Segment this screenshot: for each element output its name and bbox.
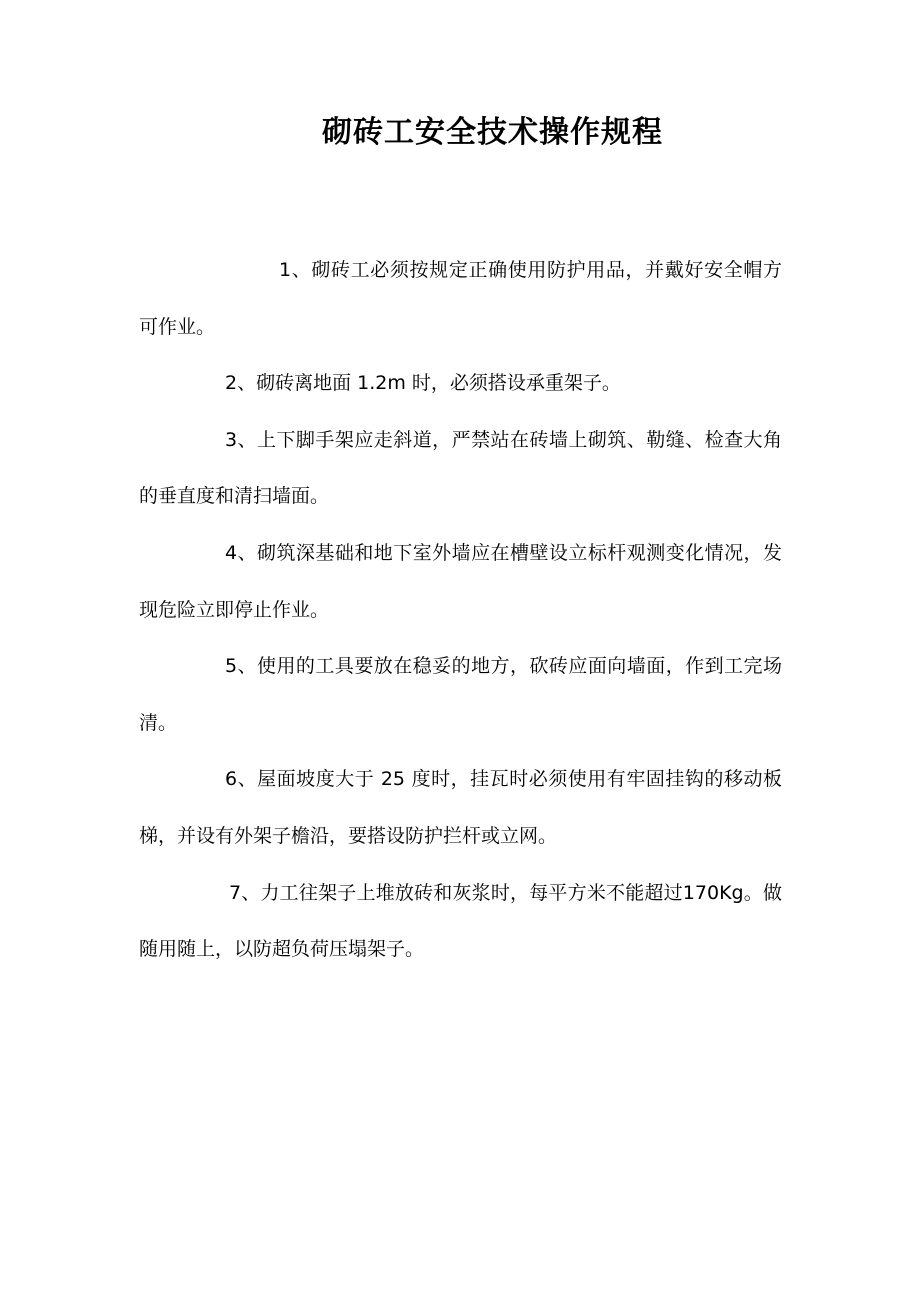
- document-body: [139, 242, 782, 978]
- rule-paragraph-3: 3、上下脚手架应走斜道，严禁站在砖墙上砌筑、勒缝、检查大角的垂直度和清扫墙面。: [139, 428, 782, 508]
- rule-paragraph-6: 6、屋面坡度大于 25 度时，挂瓦时必须使用有牢固挂钩的移动板梯，并设有外架子檐沿，要搭设防护拦杆或立网。: [139, 768, 782, 847]
- rule-paragraph-7: 7、力工往架子上堆放砖和灰浆时，每平方米不能超过170Kg。做随用随上，以防超负荷压塌架子。: [139, 881, 782, 961]
- rule-paragraph-2: 2、砌砖离地面 1.2m 时，必须搭设承重架子。: [225, 372, 621, 395]
- document-title: 砌砖工安全技术操作规程: [322, 115, 663, 150]
- rule-paragraph-5: 5、使用的工具要放在稳妥的地方，砍砖应面向墙面，作到工完场清。: [139, 655, 782, 734]
- rule-paragraph-1: 1、砌砖工必须按规定正确使用防护用品，并戴好安全帽方可作业。: [139, 259, 782, 338]
- rule-paragraph-4: 4、砌筑深基础和地下室外墙应在槽壁设立标杆观测变化情况，发现危险立即停止作业。: [139, 541, 782, 621]
